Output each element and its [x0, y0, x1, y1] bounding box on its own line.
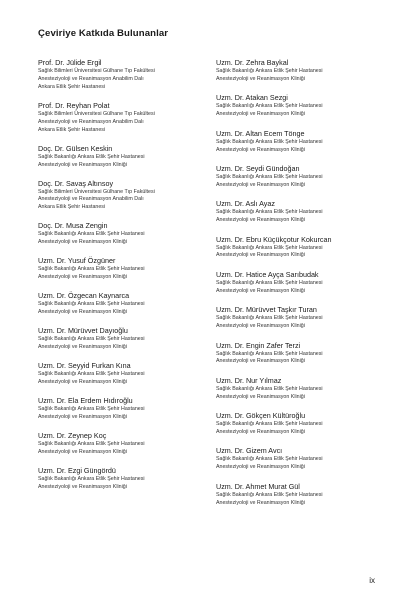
contributor-entry — [38, 58, 213, 92]
contributor-affiliation-line: Sağlık Bakanlığı Ankara Etlik Şehir Hastanesi — [38, 153, 145, 160]
contributor-affiliation-line: Ankara Etlik Şehir Hastanesi — [38, 83, 106, 90]
contributor-name: Uzm. Dr. Ela Erdem Hıdıroğlu — [38, 395, 133, 405]
contributor-affiliation-line: Sağlık Bakanlığı Ankara Etlik Şehir Hastanesi — [38, 405, 145, 412]
contributor-entry — [38, 221, 213, 247]
contributor-entry — [38, 144, 213, 170]
contributor-entry — [216, 270, 391, 296]
contributor-entry — [38, 326, 213, 352]
contributor-entry — [216, 164, 391, 190]
contributor-affiliation-line: Sağlık Bilimleri Üniversitesi Gülhane Tıp Fakültesi — [38, 110, 155, 117]
contributor-affiliation-line: Anesteziyoloji ve Reanimasyon Kliniği — [216, 287, 305, 294]
contributor-name: Uzm. Dr. Aslı Ayaz — [216, 199, 275, 209]
contributor-affiliation-line: Anesteziyoloji ve Reanimasyon Kliniği — [38, 378, 127, 385]
contributor-name: Uzm. Dr. Gizem Avcı — [216, 446, 283, 456]
contributor-name: Uzm. Dr. Ezgi Güngördü — [38, 465, 116, 475]
contributor-entry — [216, 482, 391, 508]
contributor-affiliation-line: Anesteziyoloji ve Reanimasyon Kliniği — [216, 181, 305, 188]
contributor-name: Uzm. Dr. Ebru Küçükçotur Kokurcan — [216, 234, 332, 244]
contributor-entry — [38, 466, 213, 492]
contributor-name: Uzm. Dr. Özgecan Kaynarca — [38, 291, 130, 301]
contributor-affiliation-line: Anesteziyoloji ve Reanimasyon Kliniği — [216, 111, 305, 118]
contributor-name: Doç. Dr. Musa Zengin — [38, 221, 108, 231]
contributor-affiliation-line: Sağlık Bakanlığı Ankara Etlik Şehir Hastanesi — [38, 370, 145, 377]
contributor-affiliation-line: Anesteziyoloji ve Reanimasyon Kliniği — [216, 75, 305, 82]
contributor-affiliation-line: Sağlık Bakanlığı Ankara Etlik Şehir Hastanesi — [216, 456, 323, 463]
contributor-name: Uzm. Dr. Altan Ecem Tönge — [216, 128, 305, 138]
contributor-name: Uzm. Dr. Gökçen Kültüroğlu — [216, 411, 306, 421]
contributor-entry — [38, 431, 213, 457]
contributor-entry — [38, 396, 213, 422]
contributor-affiliation-line: Ankara Etlik Şehir Hastanesi — [38, 126, 106, 133]
contributor-affiliation-line: Anesteziyoloji ve Reanimasyon Kliniği — [216, 146, 305, 153]
contributor-entry — [216, 341, 391, 367]
contributor-entry — [38, 179, 213, 213]
contributor-affiliation-line: Sağlık Bakanlığı Ankara Etlik Şehir Hastanesi — [38, 231, 145, 238]
contributor-affiliation-line: Anesteziyoloji ve Reanimasyon Kliniği — [38, 309, 127, 316]
contributor-affiliation-line: Anesteziyoloji ve Reanimasyon Kliniği — [38, 448, 127, 455]
contributor-entry — [216, 376, 391, 402]
contributor-affiliation-line: Anesteziyoloji ve Reanimasyon Kliniği — [216, 393, 305, 400]
contributor-affiliation-line: Sağlık Bakanlığı Ankara Etlik Şehir Hastanesi — [38, 301, 145, 308]
contributor-affiliation-line: Sağlık Bakanlığı Ankara Etlik Şehir Hastanesi — [216, 244, 323, 251]
contributor-affiliation-line: Anesteziyoloji ve Reanimasyon Kliniği — [38, 239, 127, 246]
contributor-entry — [38, 361, 213, 387]
contributor-affiliation-line: Sağlık Bakanlığı Ankara Etlik Şehir Hastanesi — [216, 209, 323, 216]
contributor-entry — [216, 446, 391, 472]
contributor-affiliation-line: Anesteziyoloji ve Reanimasyon Kliniği — [216, 429, 305, 436]
contributor-name: Uzm. Dr. Zehra Baykal — [216, 58, 289, 67]
contributor-entry — [216, 199, 391, 225]
contributor-name: Prof. Dr. Reyhan Polat — [38, 100, 110, 110]
contributor-affiliation-line: Anesteziyoloji ve Reanimasyon Anabilim Dalı — [38, 75, 144, 82]
contributor-affiliation-line: Anesteziyoloji ve Reanimasyon Kliniği — [38, 274, 127, 281]
contributor-name: Uzm. Dr. Seydi Gündoğan — [216, 163, 300, 173]
contributor-affiliation-line: Anesteziyoloji ve Reanimasyon Kliniği — [216, 323, 305, 330]
contributor-affiliation-line: Anesteziyoloji ve Reanimasyon Kliniği — [38, 483, 127, 490]
contributor-name: Uzm. Dr. Nur Yılmaz — [216, 375, 282, 385]
contributor-affiliation-line: Sağlık Bakanlığı Ankara Etlik Şehir Hastanesi — [216, 350, 323, 357]
contributor-affiliation-line: Sağlık Bakanlığı Ankara Etlik Şehir Hastanesi — [38, 336, 145, 343]
contributor-affiliation-line: Sağlık Bakanlığı Ankara Etlik Şehir Hastanesi — [216, 385, 323, 392]
contributor-name: Uzm. Dr. Zeynep Koç — [38, 430, 107, 440]
contributor-entry — [216, 129, 391, 155]
contributor-affiliation-line: Sağlık Bilimleri Üniversitesi Gülhane Tıp Fakültesi — [38, 188, 155, 195]
page-title: Çeviriye Katkıda Bulunanlar — [38, 28, 169, 39]
contributor-affiliation-line: Sağlık Bakanlığı Ankara Etlik Şehir Hastanesi — [216, 173, 323, 180]
contributor-entry — [38, 291, 213, 317]
contributor-entry — [38, 256, 213, 282]
contributor-entry — [216, 411, 391, 437]
contributor-affiliation-line: Sağlık Bakanlığı Ankara Etlik Şehir Hastanesi — [38, 266, 145, 273]
contributor-affiliation-line: Anesteziyoloji ve Reanimasyon Kliniği — [216, 217, 305, 224]
contributor-entry — [216, 235, 391, 261]
contributor-entry — [216, 58, 391, 84]
contributor-name: Doç. Dr. Savaş Altınsoy — [38, 178, 114, 188]
contributor-name: Uzm. Dr. Ahmet Murat Gül — [216, 481, 300, 491]
contributor-name: Prof. Dr. Jülide Ergil — [38, 58, 102, 67]
contributor-affiliation-line: Anesteziyoloji ve Reanimasyon Kliniği — [216, 499, 305, 506]
contributor-name: Uzm. Dr. Yusuf Özgüner — [38, 256, 116, 266]
contributor-affiliation-line: Anesteziyoloji ve Reanimasyon Kliniği — [38, 413, 127, 420]
contributors-column-right — [216, 58, 391, 517]
contributor-entry — [216, 305, 391, 331]
contributor-affiliation-line: Sağlık Bakanlığı Ankara Etlik Şehir Hastanesi — [216, 68, 323, 74]
contributor-affiliation-line: Sağlık Bakanlığı Ankara Etlik Şehir Hastanesi — [38, 440, 145, 447]
contributor-affiliation-line: Anesteziyoloji ve Reanimasyon Anabilim Dalı — [38, 196, 144, 203]
contributor-entry — [216, 93, 391, 119]
contributor-affiliation-line: Anesteziyoloji ve Reanimasyon Kliniği — [38, 161, 127, 168]
contributor-name: Uzm. Dr. Seyyid Furkan Kına — [38, 360, 131, 370]
page-number: ix — [369, 576, 375, 585]
contributor-affiliation-line: Anesteziyoloji ve Reanimasyon Kliniği — [216, 464, 305, 471]
contributor-name: Uzm. Dr. Engin Zafer Terzi — [216, 340, 301, 350]
contributor-affiliation-line: Sağlık Bilimleri Üniversitesi Gülhane Tıp Fakültesi — [38, 68, 155, 74]
contributor-affiliation-line: Sağlık Bakanlığı Ankara Etlik Şehir Hastanesi — [216, 103, 323, 110]
contributor-affiliation-line: Sağlık Bakanlığı Ankara Etlik Şehir Hastanesi — [216, 421, 323, 428]
contributor-name: Uzm. Dr. Mürüvvet Taşkır Turan — [216, 305, 317, 315]
contributor-affiliation-line: Sağlık Bakanlığı Ankara Etlik Şehir Hastanesi — [216, 491, 323, 498]
contributors-column-left — [38, 58, 213, 501]
contributor-affiliation-line: Sağlık Bakanlığı Ankara Etlik Şehir Hastanesi — [38, 475, 145, 482]
contributor-name: Uzm. Dr. Mürüvvet Dayıoğlu — [38, 326, 128, 336]
contributor-name: Uzm. Dr. Hatice Ayça Sarıbudak — [216, 269, 319, 279]
contributor-affiliation-line: Sağlık Bakanlığı Ankara Etlik Şehir Hastanesi — [216, 315, 323, 322]
contributor-affiliation-line: Anesteziyoloji ve Reanimasyon Kliniği — [216, 358, 305, 365]
contributor-affiliation-line: Ankara Etlik Şehir Hastanesi — [38, 204, 106, 211]
contributor-name: Doç. Dr. Gülsen Keskin — [38, 143, 113, 153]
contributor-entry — [38, 101, 213, 135]
contributor-affiliation-line: Anesteziyoloji ve Reanimasyon Kliniği — [38, 343, 127, 350]
contributor-affiliation-line: Sağlık Bakanlığı Ankara Etlik Şehir Hastanesi — [216, 279, 323, 286]
contributor-affiliation-line: Anesteziyoloji ve Reanimasyon Anabilim Dalı — [38, 118, 144, 125]
contributor-affiliation-line: Anesteziyoloji ve Reanimasyon Kliniği — [216, 252, 305, 259]
contributor-affiliation-line: Sağlık Bakanlığı Ankara Etlik Şehir Hastanesi — [216, 138, 323, 145]
contributor-name: Uzm. Dr. Atakan Sezgi — [216, 93, 288, 103]
